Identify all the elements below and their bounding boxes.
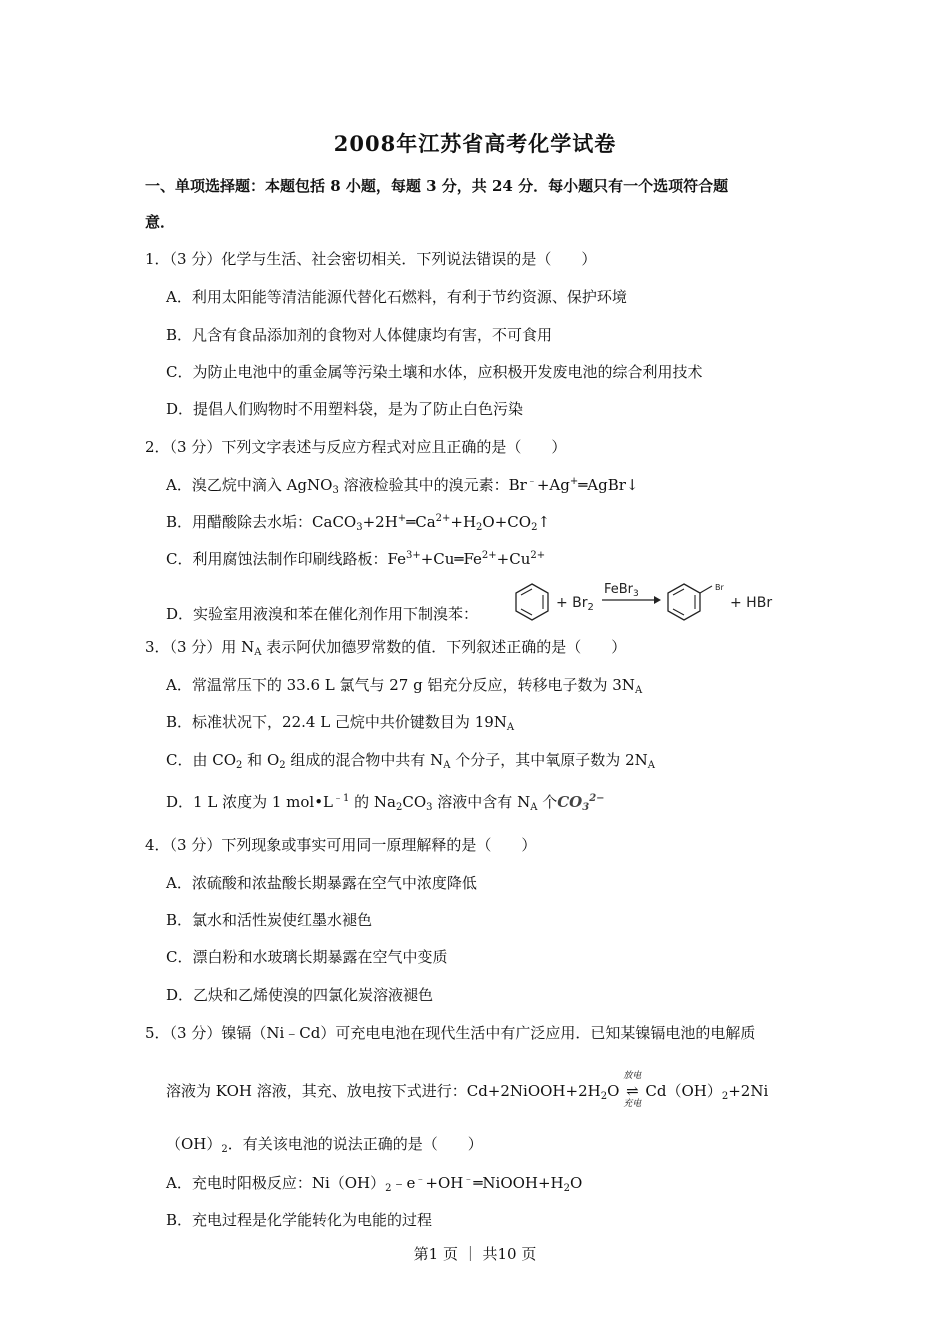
bromination-reaction-diagram bbox=[512, 580, 787, 626]
question-3-option-a: A．常温常压下的 33.6 L 氯气与 27 g 铝充分反应，转移电子数为 $3N_A$ bbox=[166, 676, 643, 696]
question-2-option-c: C．利用腐蚀法制作印刷线路板：$Fe^{3+}+Cu═Fe^{2+}+Cu^{2+}$ bbox=[166, 550, 546, 568]
question-3-stem: 3．（3 分）用 $N_A$ 表示阿伏加德罗常数的值．下列叙述正确的是（ ） bbox=[145, 638, 627, 658]
catalyst-label: FeBr$_3$ bbox=[604, 582, 639, 599]
question-1-option-b: B．凡含有食品添加剂的食物对人体健康均有害，不可食用 bbox=[166, 326, 553, 344]
page-title: 2008年江苏省高考化学试卷 bbox=[333, 131, 617, 156]
question-3-option-d: D．1 L 浓度为 1 $mol•L^{﹣1}$ 的 $Na_2CO_3$ 溶液中含有 $N_A$ 个$CO_3^{2-}$ bbox=[166, 793, 605, 813]
reactant-br2-label: + $Br_2$ bbox=[556, 595, 594, 613]
question-5-option-b: B．充电过程是化学能转化为电能的过程 bbox=[166, 1211, 433, 1229]
reversible-arrow-icon: 放电 ⇌ 充电 bbox=[623, 1071, 642, 1109]
question-2-stem: 2．（3 分）下列文字表述与反应方程式对应且正确的是（ ） bbox=[145, 438, 567, 456]
page-footer: 第1 页 ｜ 共10 页 bbox=[413, 1245, 537, 1263]
question-1-stem: 1．（3 分）化学与生活、社会密切相关．下列说法错误的是（ ） bbox=[145, 250, 597, 268]
question-3-option-b: B．标准状况下，22.4 L 己烷中共价键数目为 $19N_A$ bbox=[166, 713, 515, 733]
question-1-option-a: A．利用太阳能等清洁能源代替化石燃料，有利于节约资源、保护环境 bbox=[166, 288, 627, 306]
question-2-option-b: B．用醋酸除去水垢：$CaCO_3+2H^+═Ca^{2+}+H_2O+CO_2↑$ bbox=[166, 513, 551, 533]
question-5-stem-line1: 5．（3 分）镍镉（Ni﹣Cd）可充电电池在现代生活中有广泛应用．已知某镍镉电池的电解质 bbox=[145, 1024, 756, 1042]
bromine-substituent-label: Br bbox=[715, 583, 724, 592]
product-hbr-label: + HBr bbox=[730, 595, 773, 611]
reaction-scheme bbox=[512, 580, 787, 622]
question-3-option-c: C．由 $CO_2$ 和 $O_2$ 组成的混合物中共有 $N_A$ 个分子，其中氧原子数为 $2N_A$ bbox=[166, 751, 655, 771]
question-5-stem-line3: $(OH)_2$．有关该电池的说法正确的是（ ） bbox=[166, 1135, 483, 1155]
question-2-option-a: A．溴乙烷中滴入 AgNO$_3$ 溶液检验其中的溴元素：Br﹣+Ag+═AgBr↓ bbox=[166, 476, 639, 496]
question-5-stem-line2: 溶液为 KOH 溶液，其充、放电按下式进行：$Cd+2NiOOH+2H_2O$ 放电 ⇌ 充电 $Cd(OH)_2+2Ni$ bbox=[166, 1071, 769, 1109]
question-4-option-d: D．乙炔和乙烯使溴的四氯化炭溶液褪色 bbox=[166, 986, 434, 1004]
section-heading-line1: 一、单项选择题：本题包括 8 小题，每题 3 分，共 24 分．每小题只有一个选项符合题 bbox=[145, 177, 729, 195]
question-4-option-b: B．氯水和活性炭使红墨水褪色 bbox=[166, 911, 373, 929]
question-5-option-a: A．充电时阳极反应：$Ni(OH)_2﹣e^﹣+OH^﹣═NiOOH+H_2O$ bbox=[166, 1174, 583, 1194]
question-4-stem: 4．（3 分）下列现象或事实可用同一原理解释的是（ ） bbox=[145, 836, 537, 854]
question-4-option-a: A．浓硫酸和浓盐酸长期暴露在空气中浓度降低 bbox=[166, 874, 477, 892]
question-2-option-d: D．实验室用液溴和苯在催化剂作用下制溴苯： bbox=[166, 605, 479, 623]
carbonate-ion-formula: $CO_3^{2-}$ bbox=[557, 793, 605, 813]
question-4-option-c: C．漂白粉和水玻璃长期暴露在空气中变质 bbox=[166, 948, 448, 966]
section-heading-line2: 意． bbox=[145, 213, 176, 231]
question-1-option-c: C．为防止电池中的重金属等污染土壤和水体，应积极开发废电池的综合利用技术 bbox=[166, 363, 703, 381]
question-1-option-d: D．提倡人们购物时不用塑料袋，是为了防止白色污染 bbox=[166, 400, 524, 418]
